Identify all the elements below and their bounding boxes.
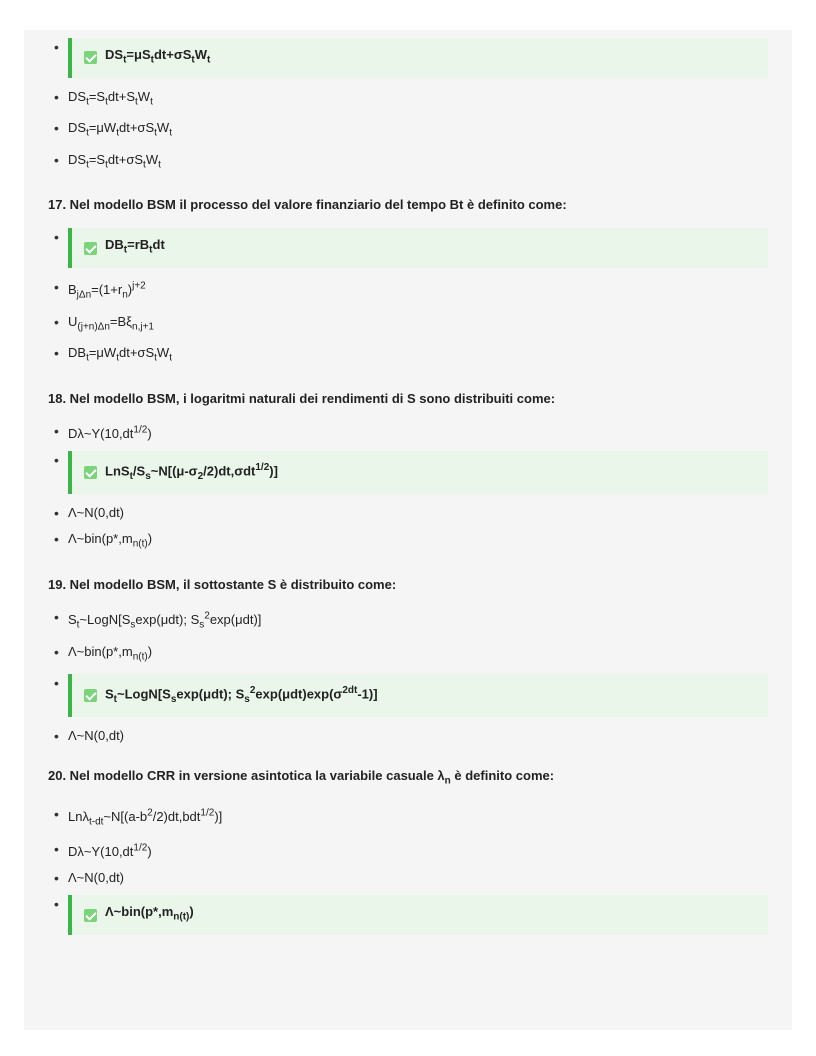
answer-text: $B_{j\Delta n}=(1+r_n)^{j+2}$ — [68, 280, 146, 301]
answer-list — [48, 805, 768, 935]
checkbox-checked-icon — [84, 466, 97, 479]
checkbox-checked-icon — [84, 242, 97, 255]
answer-list — [48, 38, 768, 174]
answer-text: $\Lambda\sim bin(p*,m_{n(t)})$ — [68, 531, 153, 550]
checkbox-checked-icon — [84, 689, 97, 702]
answer-text: $D\lambda\sim Y(10,dt^{1/2})$ — [68, 425, 152, 442]
answer-text: Λ~N(0,dt) — [68, 728, 125, 744]
spacer — [48, 182, 768, 186]
answer-item — [48, 840, 768, 861]
answer-item — [48, 805, 768, 832]
answer-text: • $DB_t=rB_tdt$ — [105, 237, 165, 256]
answer-text: $DS_t=S_tdt+S_tW_t$ — [68, 88, 153, 108]
correct-answer-highlight — [68, 38, 768, 78]
answer-item — [48, 88, 768, 112]
checkbox-checked-icon — [84, 51, 97, 64]
correct-answer-item — [48, 451, 768, 494]
answer-text: $DB_t=\mu W_tdt+\sigma S_tW_t$ — [68, 345, 172, 365]
correct-answer-highlight — [68, 228, 768, 268]
answer-text: $U_{(j+n)\Delta n}=B\xi_{n,j+1}$ — [68, 313, 154, 333]
checkbox-checked-icon — [84, 909, 97, 922]
answer-item — [48, 643, 768, 667]
spacer — [48, 753, 768, 757]
answer-item — [48, 344, 768, 368]
quiz-content — [24, 30, 792, 949]
correct-answer-item — [48, 228, 768, 268]
answer-list — [48, 422, 768, 554]
answer-text: $\Lambda\sim bin(p*,m_{n(t)})$ — [68, 643, 153, 663]
correct-answer-item — [48, 895, 768, 935]
question-title: 20. Nel modello CRR in versione asintotica la variabile casuale $\lambda_n$ è definito come: — [48, 768, 555, 787]
spacer — [48, 376, 768, 380]
answer-text: $Ln\lambda_{t-dt}\sim N[(a-b^2/2)dt,bdt^{1/2})$] — [68, 807, 223, 828]
answer-item — [48, 504, 768, 522]
question-title: 19. Nel modello BSM, il sottostante S è distribuito come: — [48, 576, 397, 592]
answer-text: Λ~N(0,dt) — [68, 870, 125, 886]
correct-answer-highlight — [68, 895, 768, 935]
answer-item — [48, 313, 768, 337]
answer-text: $S_t\sim LogN[S_s\exp(\mu dt)$; $S_s^2\exp(\mu dt)$] — [68, 610, 262, 631]
answer-text: Λ~N(0,dt) — [68, 505, 125, 521]
question-title: 17. Nel modello BSM il processo del valore finanziario del tempo Bt è definito come: — [48, 197, 567, 213]
correct-answer-highlight — [68, 451, 768, 494]
answer-item — [48, 530, 768, 554]
answer-item — [48, 151, 768, 175]
answer-text: $DS_t=S_tdt+\sigma S_tW_t$ — [68, 151, 161, 171]
answer-item — [48, 869, 768, 887]
correct-answer-item — [48, 38, 768, 78]
question-title: 18. Nel modello BSM, i logaritmi naturali dei rendimenti di S sono distribuiti come: — [48, 391, 556, 407]
answer-text: • $\Lambda\sim bin(p*,m_{n(t)})$ — [105, 904, 194, 923]
answer-item — [48, 727, 768, 745]
answer-text: • $DS_t=\mu S_tdt+\sigma S_tW_t$ — [105, 47, 211, 66]
answer-item — [48, 278, 768, 305]
correct-answer-highlight — [68, 674, 768, 717]
answer-text: • $LnS_t/S_s\sim N[(\mu-\sigma_2/2)dt,\sigma dt^{1/2})$] — [105, 462, 278, 483]
document-page — [24, 30, 792, 1030]
answer-item — [48, 422, 768, 443]
spacer — [48, 562, 768, 566]
answer-text: $DS_t=\mu W_tdt+\sigma S_tW_t$ — [68, 120, 172, 139]
answer-list — [48, 608, 768, 745]
spacer — [48, 945, 768, 949]
answer-list — [48, 228, 768, 368]
correct-answer-item — [48, 674, 768, 717]
answer-item — [48, 608, 768, 635]
answer-text: • $S_t\sim LogN[S_s\exp(\mu dt)$; $S_s^2\exp(\mu dt)\exp(\sigma^{2dt}-1)$] — [105, 685, 378, 706]
answer-text: $D\lambda\sim Y(10,dt^{1/2})$ — [68, 842, 152, 860]
answer-item — [48, 119, 768, 143]
